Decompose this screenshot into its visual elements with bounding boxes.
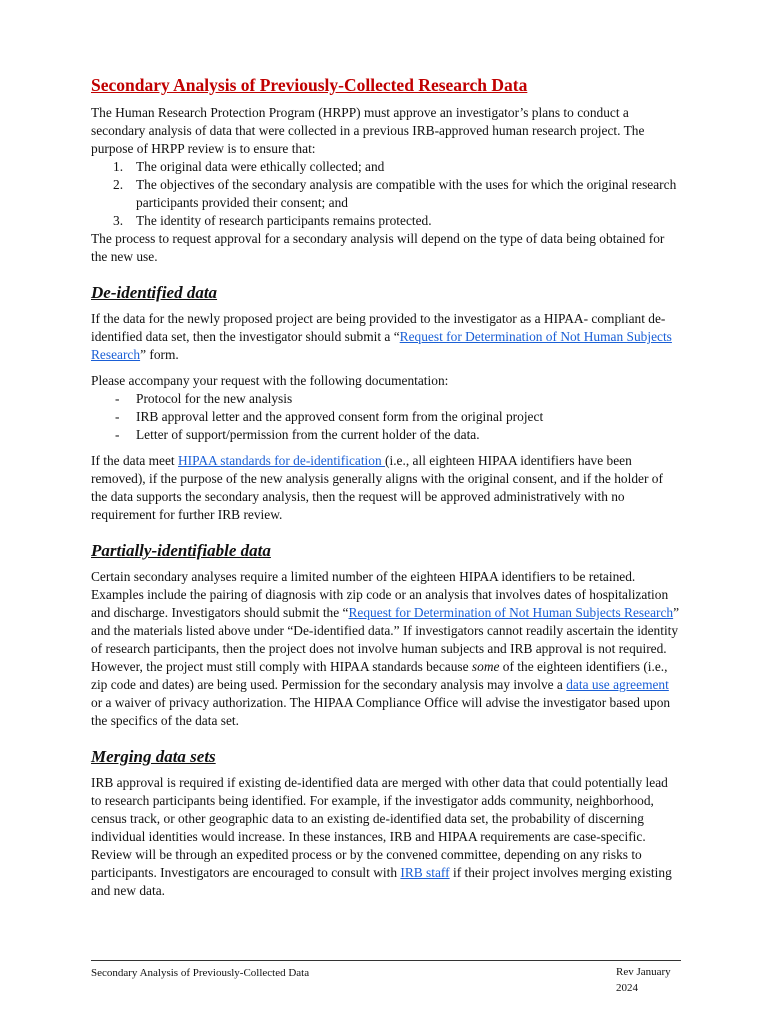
partial-section: [91, 540, 681, 730]
merging-section: [91, 746, 681, 900]
list-item: 1. The original data were ethically collected; and: [113, 159, 385, 174]
list-item: - IRB approval letter and the approved consent form from the original project: [115, 409, 544, 424]
deidentified-paragraph-3: If the data meet HIPAA standards for de-identification (i.e., all eighteen HIPAA identifiers have been removed), if the purpose of the new analysis generally aligns with the original consent, and if the holder of the data supports the secondary analysis, then the request will be approved administratively with no requirement for further IRB review.: [91, 453, 663, 522]
deidentified-paragraph-2: Please accompany your request with the following documentation:: [91, 373, 449, 388]
section-heading-partial: Partially-identifiable data: [91, 541, 271, 560]
nhsr-request-link[interactable]: Request for Determination of Not Human Subjects Research: [91, 329, 672, 362]
deidentified-paragraph-1: If the data for the newly proposed project are being provided to the investigator as a HIPAA- compliant de-identified data set, then the investigator should submit a “Request for Determination of Not Human Subjects Research” form.: [91, 311, 672, 362]
intro-closing: The process to request approval for a secondary analysis will depend on the type of data being obtained for the new use.: [91, 231, 665, 264]
documentation-list: [91, 390, 681, 444]
merging-paragraph: IRB approval is required if existing de-identified data are merged with other data that could potentially lead to research participants being identified. For example, if the investigator adds community, neighborhood, census track, or other geographic data to an existing de-identified data set, the probability of discerning individual identities would increase. In these instances, IRB and HIPAA requirements are case-specific. Review will be through an expedited process or by the convened committee, depending on any risks to participants. Investigators are encouraged to consult with IRB staff if their project involves merging existing and new data.: [91, 775, 672, 898]
page-title: Secondary Analysis of Previously-Collected Research Data: [91, 75, 528, 95]
intro-paragraph: The Human Research Protection Program (HRPP) must approve an investigator’s plans to conduct a secondary analysis of data that were collected in a previous IRB-approved human research project. The purpose of HRPP review is to ensure that:: [91, 105, 645, 156]
hipaa-standards-link[interactable]: HIPAA standards for de-identification: [178, 453, 386, 468]
section-heading-merging: Merging data sets: [91, 747, 216, 766]
list-item: 2. The objectives of the secondary analysis are compatible with the uses for which the original research participants provided their consent; and: [113, 177, 677, 210]
list-item: - Letter of support/permission from the current holder of the data.: [115, 427, 480, 442]
list-item: 3. The identity of research participants remains protected.: [113, 213, 432, 228]
nhsr-request-link-2[interactable]: Request for Determination of Not Human Subjects Research: [348, 605, 674, 620]
intro-section: [91, 104, 681, 266]
section-heading-deidentified: De-identified data: [91, 283, 218, 302]
review-purpose-list: [91, 158, 681, 230]
footer-revision-date: Rev January 2024: [616, 966, 671, 994]
list-item: - Protocol for the new analysis: [115, 391, 293, 406]
footer-document-title: Secondary Analysis of Previously-Collected Data: [91, 967, 310, 979]
irb-staff-link[interactable]: IRB staff: [400, 865, 450, 880]
footer-divider: [91, 960, 681, 961]
document-body: [91, 74, 681, 900]
partial-paragraph: Certain secondary analyses require a limited number of the eighteen HIPAA identifiers to be retained. Examples include the pairing of diagnosis with zip code or an analysis that involves dates of hospitalization and discharge. Investigators should submit the “Request for Determination of Not Human Subjects Research” and the materials listed above under “De-identified data.” If investigators cannot readily ascertain the identity of research participants, then the project does not involve human subjects and IRB approval is not required. However, the project must still comply with HIPAA standards because some of the eighteen identifiers (i.e., zip code and dates) are being used. Permission for the secondary analysis may involve a data use agreement or a waiver of privacy authorization. The HIPAA Compliance Office will advise the investigator based upon the specifics of the data set.: [91, 569, 680, 728]
deidentified-section: [91, 282, 681, 524]
data-use-agreement-link[interactable]: data use agreement: [566, 677, 669, 692]
